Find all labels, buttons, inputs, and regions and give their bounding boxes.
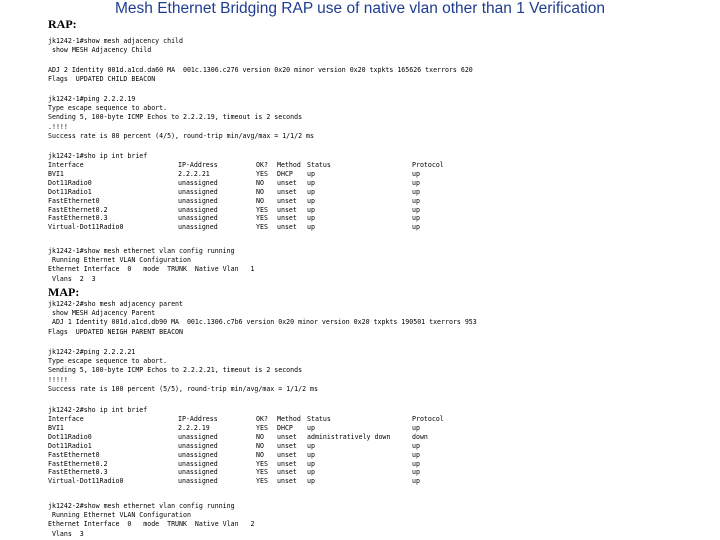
- table-row: [48, 477, 472, 486]
- cell-status: administratively down: [307, 432, 391, 441]
- cell-protocol: up: [412, 214, 420, 223]
- cell-method: unset: [277, 187, 297, 196]
- cell-ok: YES: [256, 214, 268, 223]
- cell-protocol: up: [412, 196, 420, 205]
- map-ip-int-brief-cmd: [48, 406, 147, 415]
- cell-protocol: up: [412, 459, 420, 468]
- cell-method: DHCP: [277, 423, 293, 432]
- cell-method: unset: [277, 468, 297, 477]
- cell-ip-address: unassigned: [178, 441, 218, 450]
- cli-line: jk1242-1#show mesh ethernet vlan config running: [48, 247, 235, 255]
- cell-interface: FastEthernet0: [48, 450, 100, 459]
- cell-ip-address: 2.2.2.19: [178, 423, 210, 432]
- table-row: [48, 170, 472, 179]
- cell-interface: FastEthernet0.2: [48, 205, 108, 214]
- cell-ip-address: unassigned: [178, 432, 218, 441]
- rap-adjacency-block: [48, 37, 183, 55]
- cell-ok: YES: [256, 423, 268, 432]
- cli-line: ADJ 1 Identity 001d.a1cd.db90 MA 001c.1306.c7b6 version 0x20 minor version 0x20 txpkts 190501 txerrors 953: [48, 318, 477, 327]
- cell-interface: FastEthernet0.3: [48, 468, 108, 477]
- cli-line: Flags UPDATED CHILD BEACON: [48, 75, 156, 84]
- cell-interface: Dot11Radio0: [48, 178, 92, 187]
- cli-line: Success rate is 80 percent (4/5), round-trip min/avg/max = 1/1/2 ms: [48, 131, 314, 140]
- cli-line: jk1242-1#sho ip int brief: [48, 152, 148, 160]
- rap-ping-block: [48, 95, 314, 141]
- cell-interface: FastEthernet0.3: [48, 214, 108, 223]
- cell-status: up: [307, 169, 315, 178]
- table-row: [48, 197, 472, 206]
- map-vlan-config-block: [48, 502, 254, 539]
- header-method: Method: [277, 161, 301, 169]
- cell-interface: FastEthernet0: [48, 196, 100, 205]
- cell-status: up: [307, 423, 315, 432]
- cli-line: Sending 5, 100-byte ICMP Echos to 2.2.2.21, timeout is 2 seconds: [48, 366, 303, 375]
- cell-status: up: [307, 196, 315, 205]
- header-interface: Interface: [48, 415, 84, 423]
- cli-line: Ethernet Interface 0 mode TRUNK Native Vlan 2: [48, 520, 255, 529]
- cli-line: Type escape sequence to abort.: [48, 357, 168, 366]
- cell-method: unset: [277, 196, 297, 205]
- table-header-row: [48, 161, 472, 170]
- cell-ip-address: unassigned: [178, 450, 218, 459]
- table-row: [48, 223, 472, 232]
- cell-ip-address: unassigned: [178, 205, 218, 214]
- cli-line: jk1242-2#sho mesh adjacency parent: [48, 300, 183, 308]
- table-row: [48, 468, 472, 477]
- header-ok: OK?: [256, 161, 268, 169]
- table-row: [48, 206, 472, 215]
- table-row: [48, 188, 472, 197]
- cell-ok: NO: [256, 196, 264, 205]
- cli-line: !!!!!: [48, 375, 68, 384]
- slide-title: Mesh Ethernet Bridging RAP use of native vlan other than 1 Verification: [115, 0, 605, 17]
- cell-ip-address: unassigned: [178, 214, 218, 223]
- cell-protocol: up: [412, 205, 420, 214]
- cell-protocol: up: [412, 187, 420, 196]
- table-row: [48, 179, 472, 188]
- cell-method: unset: [277, 459, 297, 468]
- cli-line: jk1242-2#ping 2.2.2.21: [48, 348, 136, 356]
- cell-ok: YES: [256, 468, 268, 477]
- cli-line: Sending 5, 100-byte ICMP Echos to 2.2.2.19, timeout is 2 seconds: [48, 113, 303, 122]
- table-row: [48, 460, 472, 469]
- cell-status: up: [307, 178, 315, 187]
- cell-ok: NO: [256, 441, 264, 450]
- header-status: Status: [307, 415, 331, 423]
- cli-line: show MESH Adjacency Parent: [48, 309, 156, 318]
- cell-method: unset: [277, 432, 297, 441]
- cell-status: up: [307, 441, 315, 450]
- cell-ip-address: unassigned: [178, 196, 218, 205]
- cli-line: Type escape sequence to abort.: [48, 104, 168, 113]
- header-method: Method: [277, 415, 301, 423]
- cell-ip-address: unassigned: [178, 468, 218, 477]
- cell-interface: Virtual-Dot11Radio0: [48, 477, 124, 486]
- header-status: Status: [307, 161, 331, 169]
- header-protocol: Protocol: [412, 415, 444, 423]
- cell-protocol: up: [412, 477, 420, 486]
- map-adjacency-block: [48, 300, 477, 337]
- cli-line: Running Ethernet VLAN Configuration: [48, 511, 191, 520]
- cell-protocol: up: [412, 468, 420, 477]
- cli-line: ADJ 2 Identity 001d.a1cd.da60 MA 001c.1306.c276 version 0x20 minor version 0x20 txpkts 165626 txerrors 620: [48, 66, 473, 74]
- table-row: [48, 451, 472, 460]
- cell-status: up: [307, 223, 315, 232]
- cell-interface: FastEthernet0.2: [48, 459, 108, 468]
- table-row: [48, 442, 472, 451]
- map-heading: MAP:: [48, 285, 80, 299]
- rap-heading: RAP:: [48, 17, 77, 31]
- cell-method: unset: [277, 205, 297, 214]
- cli-line: jk1242-1#ping 2.2.2.19: [48, 95, 136, 103]
- cell-method: unset: [277, 441, 297, 450]
- cell-status: up: [307, 459, 315, 468]
- cell-status: up: [307, 214, 315, 223]
- cell-ok: NO: [256, 432, 264, 441]
- cell-protocol: up: [412, 450, 420, 459]
- cell-protocol: down: [412, 432, 428, 441]
- header-protocol: Protocol: [412, 161, 444, 169]
- cell-ok: YES: [256, 169, 268, 178]
- cell-status: up: [307, 477, 315, 486]
- cell-ok: YES: [256, 205, 268, 214]
- cli-line: Flags UPDATED NEIGH PARENT BEACON: [48, 327, 183, 336]
- cell-protocol: up: [412, 178, 420, 187]
- header-ok: OK?: [256, 415, 268, 423]
- cell-ip-address: unassigned: [178, 223, 218, 232]
- cell-ok: YES: [256, 477, 268, 486]
- header-ip-address: IP-Address: [178, 415, 218, 423]
- cli-line: .!!!!: [48, 122, 68, 131]
- rap-ip-int-brief-cmd: [48, 152, 147, 161]
- cell-status: up: [307, 468, 315, 477]
- cli-line: Vlans 3: [48, 529, 84, 538]
- header-interface: Interface: [48, 161, 84, 169]
- cli-line: jk1242-1#show mesh adjacency child: [48, 37, 183, 45]
- table-row: [48, 433, 472, 442]
- rap-vlan-config-block: [48, 247, 254, 284]
- cell-protocol: up: [412, 223, 420, 232]
- table-row: [48, 214, 472, 223]
- cli-line: Success rate is 100 percent (5/5), round-trip min/avg/max = 1/1/2 ms: [48, 384, 318, 393]
- cell-method: unset: [277, 450, 297, 459]
- cell-ip-address: unassigned: [178, 178, 218, 187]
- cell-method: unset: [277, 178, 297, 187]
- cli-line: jk1242-2#sho ip int brief: [48, 406, 148, 414]
- cli-line: Vlans 2 3: [48, 274, 96, 283]
- cell-method: DHCP: [277, 169, 293, 178]
- rap-ip-interface-table: [48, 161, 472, 232]
- cell-interface: Dot11Radio0: [48, 432, 92, 441]
- cell-status: up: [307, 205, 315, 214]
- rap-adjacency-detail-block: [48, 66, 473, 84]
- cell-ip-address: unassigned: [178, 187, 218, 196]
- table-row: [48, 424, 472, 433]
- cell-ok: NO: [256, 178, 264, 187]
- map-ping-block: [48, 348, 318, 394]
- header-ip-address: IP-Address: [178, 161, 218, 169]
- cell-ok: YES: [256, 459, 268, 468]
- cell-interface: BVI1: [48, 423, 64, 432]
- cell-interface: Dot11Radio1: [48, 187, 92, 196]
- cell-status: up: [307, 187, 315, 196]
- cell-protocol: up: [412, 169, 420, 178]
- cell-ip-address: unassigned: [178, 477, 218, 486]
- cell-method: unset: [277, 477, 297, 486]
- cell-interface: BVI1: [48, 169, 64, 178]
- cell-interface: Virtual-Dot11Radio0: [48, 223, 124, 232]
- cli-line: jk1242-2#show mesh ethernet vlan config running: [48, 502, 235, 510]
- map-ip-interface-table: [48, 415, 472, 486]
- cell-protocol: up: [412, 423, 420, 432]
- cell-status: up: [307, 450, 315, 459]
- cell-method: unset: [277, 223, 297, 232]
- cell-ok: YES: [256, 223, 268, 232]
- cell-ip-address: 2.2.2.21: [178, 169, 210, 178]
- cli-line: Running Ethernet VLAN Configuration: [48, 256, 191, 265]
- cell-interface: Dot11Radio1: [48, 441, 92, 450]
- cell-ok: NO: [256, 187, 264, 196]
- cli-line: show MESH Adjacency Child: [48, 46, 152, 55]
- cell-ip-address: unassigned: [178, 459, 218, 468]
- cli-line: Ethernet Interface 0 mode TRUNK Native Vlan 1: [48, 265, 255, 274]
- cell-protocol: up: [412, 441, 420, 450]
- cell-method: unset: [277, 214, 297, 223]
- cell-ok: NO: [256, 450, 264, 459]
- table-header-row: [48, 415, 472, 424]
